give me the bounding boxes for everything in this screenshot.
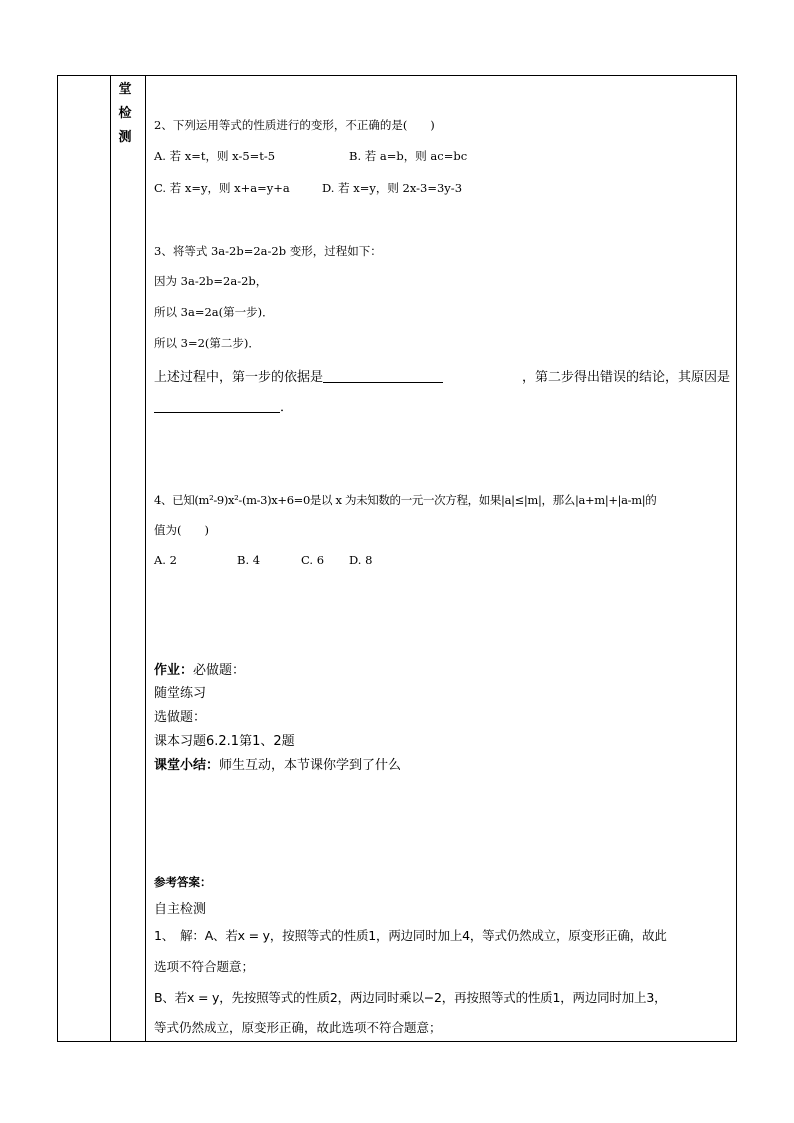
q3-line-4-text-b: ，第二步得出错误的结论，其原因是 <box>521 370 730 385</box>
table-col-divider-2 <box>145 75 146 1042</box>
q4-stem: 4、已知(m²-9)x²-(m-3)x+6=0是以 x 为未知数的一元一次方程，如果|a|≤|m|，那么|a+m|+|a-m|的 <box>154 493 657 507</box>
table-left-border <box>57 75 58 1042</box>
answer-1-line-2: 选项不符合题意； <box>154 959 255 974</box>
q2-option-d: D. 若 x=y，则 2x-3=3y-3 <box>322 181 463 195</box>
table-col-divider-1 <box>110 75 111 1042</box>
homework-required-line <box>154 659 245 678</box>
homework-label: 作业： <box>154 663 194 678</box>
answer-1-line-3: B、若x = y，先按照等式的性质2，两边同时乘以−2，再按照等式的性质1，两边同时加上3， <box>154 990 667 1005</box>
q4-option-d: D. 8 <box>349 553 373 567</box>
summary-label: 课堂小结： <box>154 758 220 773</box>
q3-line-5 <box>154 396 293 415</box>
q2-options-row-1 <box>154 148 467 164</box>
q4-options-row <box>154 553 372 567</box>
side-label-char: 堂 <box>118 82 132 97</box>
q2-option-b: B. 若 a=b，则 ac=bc <box>349 149 468 163</box>
q3-stem: 3、将等式 3a-2b=2a-2b 变形，过程如下： <box>154 244 382 258</box>
answers-section: 自主检测 <box>154 902 207 917</box>
q2-stem: 2、下列运用等式的性质进行的变形，不正确的是( ) <box>154 118 435 132</box>
side-label-char: 检 <box>118 106 132 121</box>
q3-line-4-text-a: 上述过程中，第一步的依据是 <box>154 370 324 385</box>
homework-optional: 选做题： <box>154 710 207 725</box>
homework-required: 必做题： <box>193 663 246 678</box>
q3-line-3: 所以 3=2(第二步)． <box>154 336 260 350</box>
section-side-label <box>116 78 134 150</box>
summary-text: 师生互动，本节课你学到了什么 <box>219 758 402 773</box>
answer-1-line-1: 1、 解：A、若x = y，按照等式的性质1，两边同时加上4，等式仍然成立，原变形正确，故此 <box>154 928 667 943</box>
q4-option-c: C. 6 <box>301 553 325 567</box>
q4-option-b: B. 4 <box>237 553 261 567</box>
q4-option-a: A. 2 <box>154 553 177 567</box>
q3-line-5-end: ． <box>280 400 294 415</box>
q3-answer-blank-1[interactable] <box>323 370 443 383</box>
q2-option-c: C. 若 x=y，则 x+a=y+a <box>154 181 290 195</box>
q3-answer-blank-2[interactable] <box>154 400 280 413</box>
q3-line-1: 因为 3a-2b=2a-2b， <box>154 274 268 288</box>
q3-line-4 <box>154 366 730 385</box>
table-top-border <box>57 75 737 76</box>
answer-1-line-4: 等式仍然成立，原变形正确，故此选项不符合题意； <box>154 1020 442 1035</box>
q2-option-a: A. 若 x=t，则 x-5=t-5 <box>154 149 276 163</box>
table-right-border <box>736 75 737 1042</box>
side-label-char: 测 <box>118 130 132 145</box>
q4-stem-2: 值为( ) <box>154 523 209 537</box>
q2-options-row-2 <box>154 180 462 196</box>
summary-line <box>154 754 401 773</box>
q3-line-2: 所以 3a=2a(第一步)． <box>154 305 274 319</box>
answers-title: 参考答案： <box>154 875 212 889</box>
homework-textbook: 课本习题6.2.1第1、2题 <box>154 734 295 749</box>
homework-practice: 随堂练习 <box>154 686 207 701</box>
table-bottom-border <box>57 1041 737 1042</box>
